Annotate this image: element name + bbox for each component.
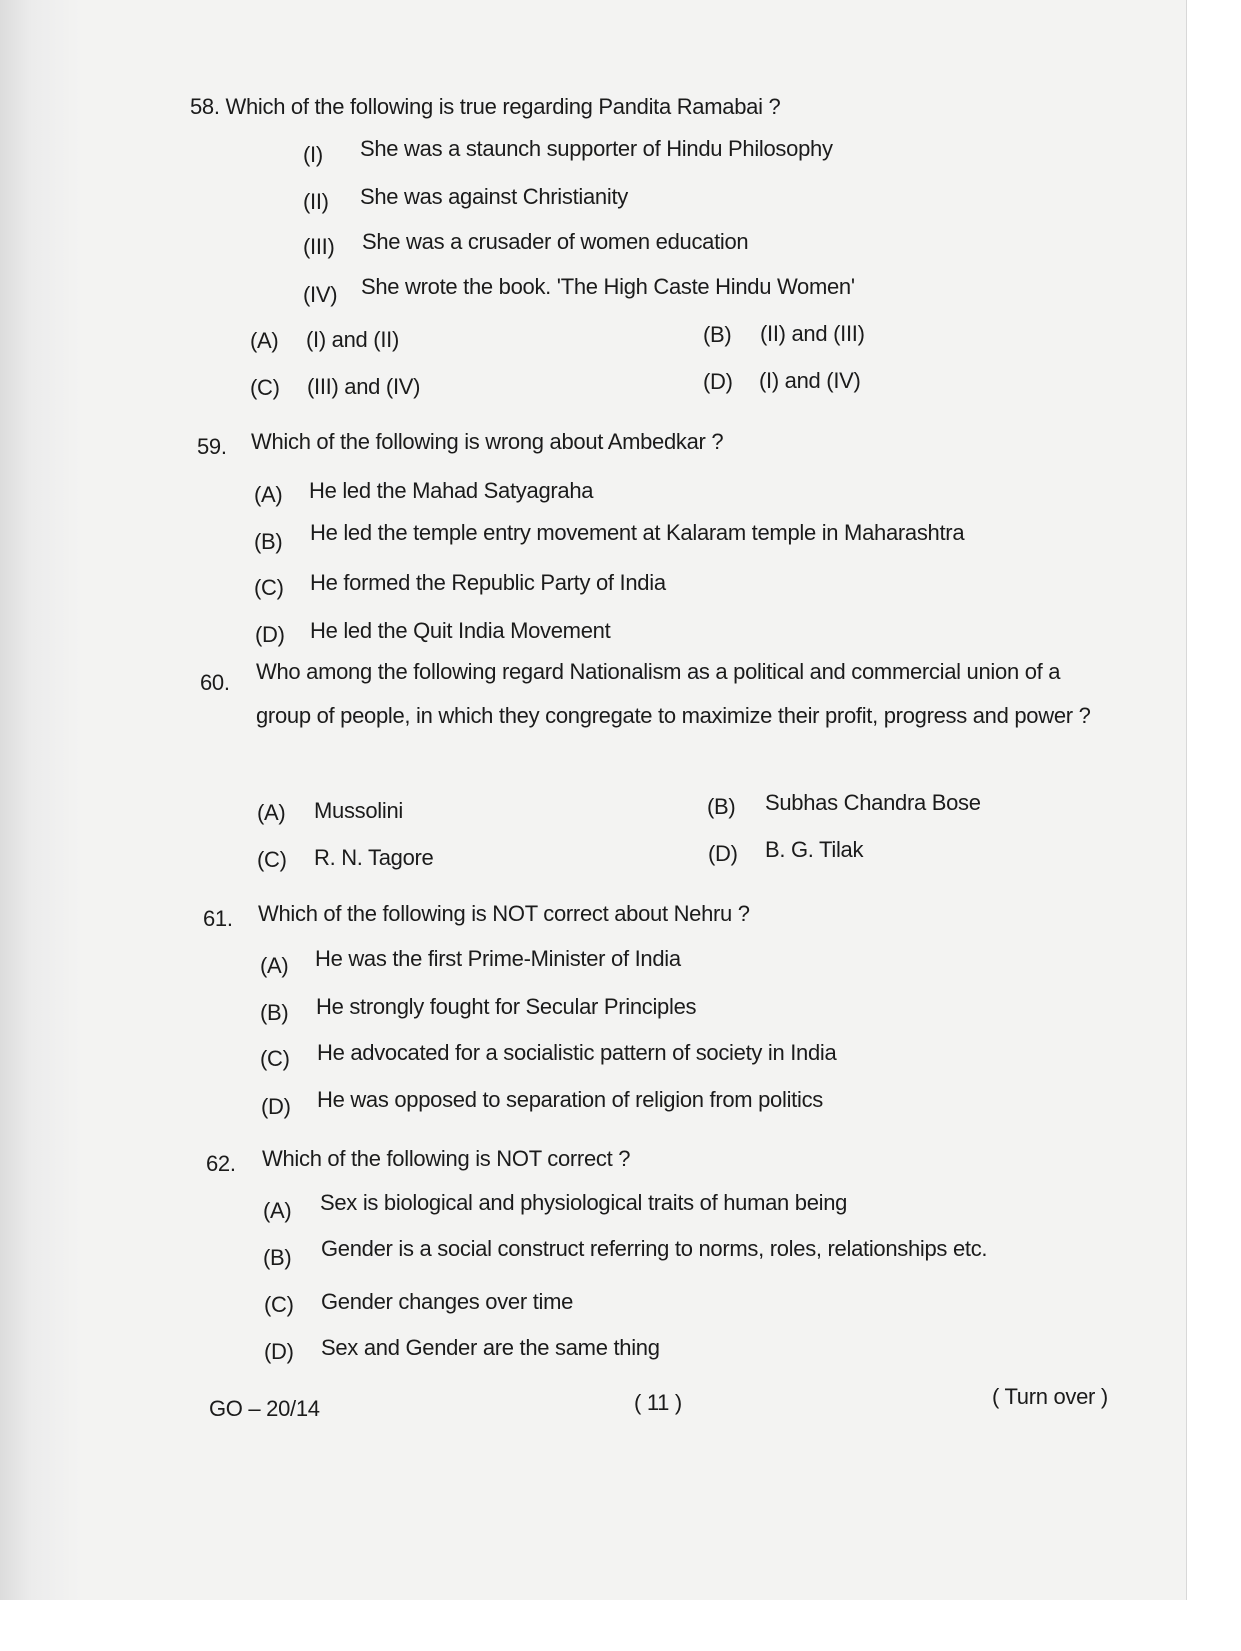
statement-iii: (III) bbox=[303, 234, 335, 259]
option-58-b-text: (II) and (III) bbox=[760, 321, 865, 346]
question-61-text: Which of the following is NOT correct about Nehru ? bbox=[258, 901, 750, 926]
statement-i: (I) bbox=[303, 142, 323, 167]
option-59-a-text: He led the Mahad Satyagraha bbox=[309, 478, 594, 503]
option-60-b-text: Subhas Chandra Bose bbox=[765, 790, 981, 815]
question-59-text: Which of the following is wrong about Ambedkar ? bbox=[251, 429, 724, 454]
turn-over-note: ( Turn over ) bbox=[992, 1384, 1108, 1409]
statement-iv: (IV) bbox=[303, 282, 338, 307]
option-62-d-label: (D) bbox=[264, 1339, 294, 1364]
statement-i-text: She was a staunch supporter of Hindu Philosophy bbox=[360, 136, 833, 161]
question-61-number: 61. bbox=[203, 906, 233, 931]
paper-code: GO – 20/14 bbox=[209, 1396, 320, 1421]
option-59-a-label: (A) bbox=[254, 482, 283, 507]
option-59-b-text: He led the temple entry movement at Kalaram temple in Maharashtra bbox=[310, 520, 965, 545]
page-number: ( 11 ) bbox=[634, 1390, 682, 1415]
statement-iv-text: She wrote the book. 'The High Caste Hindu Women' bbox=[361, 274, 855, 299]
option-59-d-text: He led the Quit India Movement bbox=[310, 618, 611, 643]
statement-iii-text: She was a crusader of women education bbox=[362, 229, 749, 254]
option-58-d-label: (D) bbox=[703, 369, 733, 394]
statement-ii-text: She was against Christianity bbox=[360, 184, 628, 209]
option-62-d-text: Sex and Gender are the same thing bbox=[321, 1335, 660, 1360]
option-60-a-label: (A) bbox=[257, 800, 286, 825]
option-62-a-label: (A) bbox=[263, 1198, 292, 1223]
question-number: 58. bbox=[190, 94, 220, 119]
option-60-a-text: Mussolini bbox=[314, 798, 403, 823]
question-62-text: Which of the following is NOT correct ? bbox=[262, 1146, 631, 1171]
option-61-b-label: (B) bbox=[260, 1000, 289, 1025]
option-61-c-label: (C) bbox=[260, 1046, 290, 1071]
question-59-number: 59. bbox=[197, 434, 227, 459]
option-58-c-text: (III) and (IV) bbox=[307, 374, 421, 399]
question-58 bbox=[190, 96, 780, 118]
option-59-d-label: (D) bbox=[255, 622, 285, 647]
option-61-a-text: He was the first Prime-Minister of India bbox=[315, 946, 681, 971]
option-62-c-text: Gender changes over time bbox=[321, 1289, 574, 1314]
option-62-c-label: (C) bbox=[264, 1292, 294, 1317]
statement-ii: (II) bbox=[303, 189, 329, 214]
option-61-b-text: He strongly fought for Secular Principles bbox=[316, 994, 697, 1019]
option-58-a-label: (A) bbox=[250, 328, 279, 353]
option-59-b-label: (B) bbox=[254, 529, 283, 554]
option-62-a-text: Sex is biological and physiological traits of human being bbox=[320, 1190, 848, 1215]
option-58-d-text: (I) and (IV) bbox=[759, 368, 861, 393]
question-60-number: 60. bbox=[200, 670, 230, 695]
option-62-b-text: Gender is a social construct referring to norms, roles, relationships etc. bbox=[321, 1236, 988, 1261]
question-60-text: Who among the following regard Nationalism as a political and commercial union of a group of people, in which they congregate to maximize their profit, progress and power ? bbox=[256, 659, 1091, 728]
option-60-b-label: (B) bbox=[707, 794, 736, 819]
option-60-d-label: (D) bbox=[708, 841, 738, 866]
option-61-a-label: (A) bbox=[260, 953, 289, 978]
option-59-c-label: (C) bbox=[254, 575, 284, 600]
question-text: Which of the following is true regarding Pandita Ramabai ? bbox=[225, 94, 781, 119]
question-62-number: 62. bbox=[206, 1151, 236, 1176]
option-60-d-text: B. G. Tilak bbox=[765, 837, 864, 862]
option-61-d-label: (D) bbox=[261, 1094, 291, 1119]
option-59-c-text: He formed the Republic Party of India bbox=[310, 570, 666, 595]
option-60-c-text: R. N. Tagore bbox=[314, 845, 434, 870]
option-61-d-text: He was opposed to separation of religion from politics bbox=[317, 1087, 823, 1112]
scan-shadow-edge bbox=[0, 0, 80, 1600]
option-58-c-label: (C) bbox=[250, 375, 280, 400]
option-58-b-label: (B) bbox=[703, 322, 732, 347]
option-62-b-label: (B) bbox=[263, 1245, 292, 1270]
option-58-a-text: (I) and (II) bbox=[306, 327, 399, 352]
option-61-c-text: He advocated for a socialistic pattern of society in India bbox=[317, 1040, 837, 1065]
option-60-c-label: (C) bbox=[257, 847, 287, 872]
